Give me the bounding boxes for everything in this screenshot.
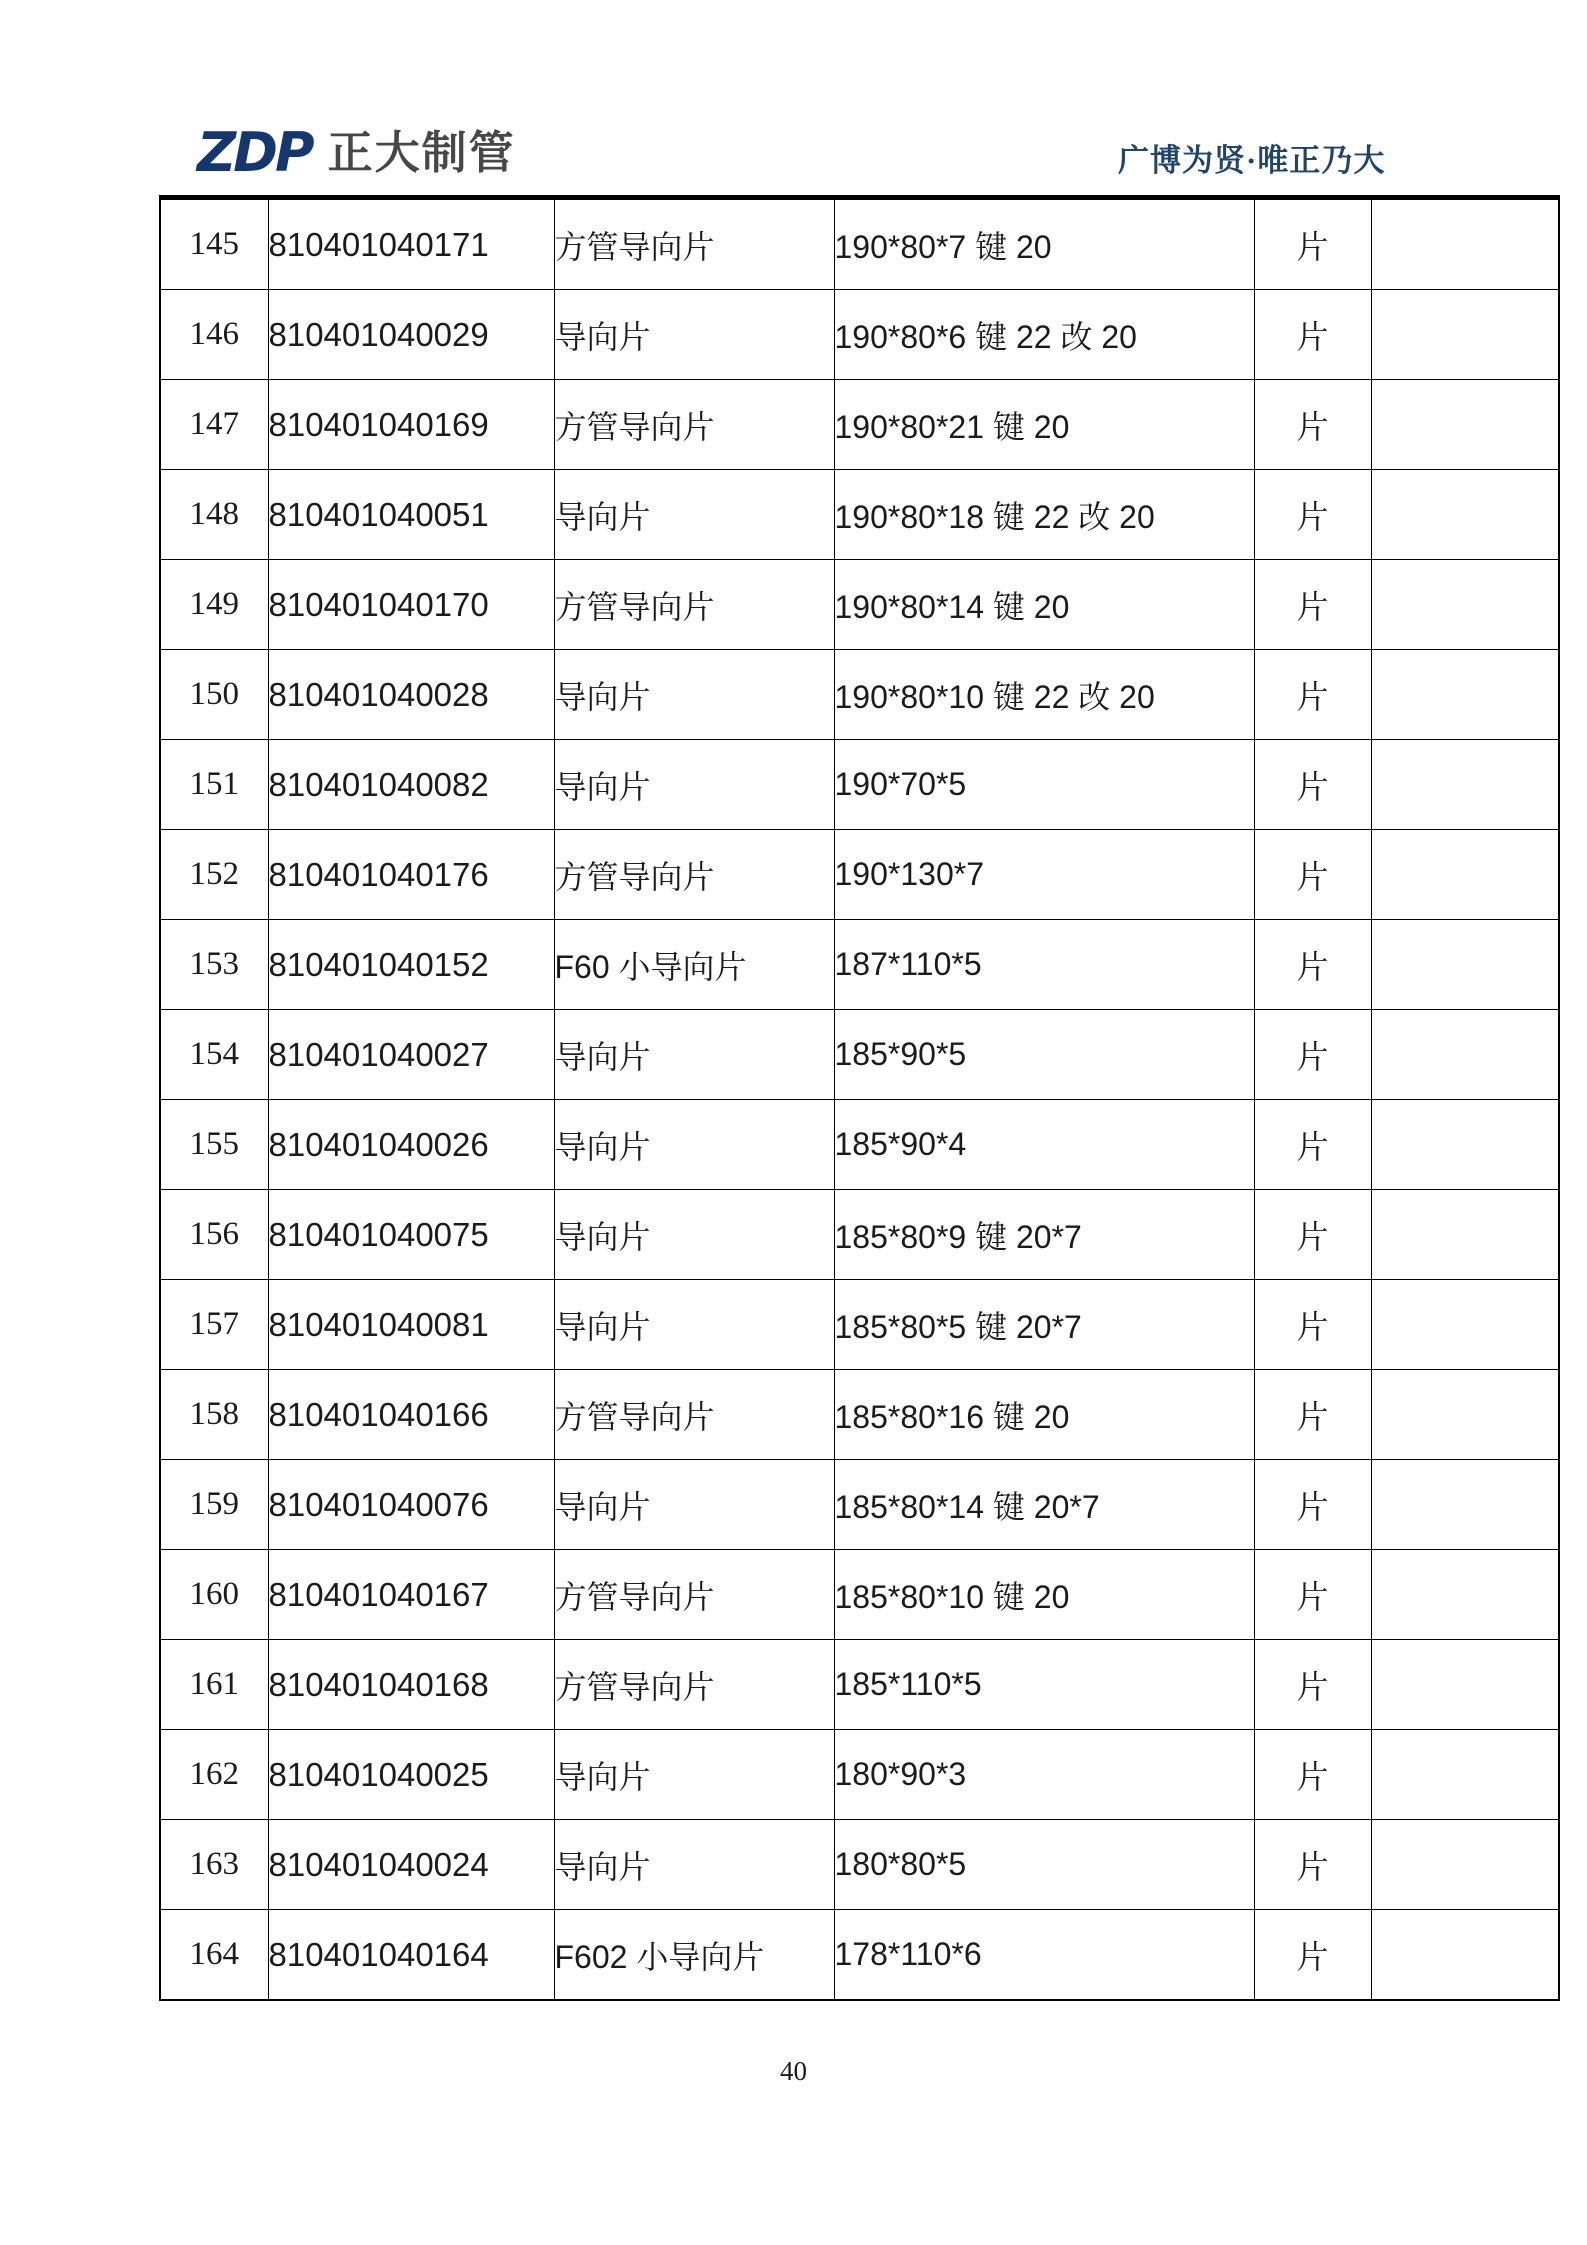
row-number-cell: 145 — [160, 198, 268, 290]
note-cell — [1371, 198, 1559, 290]
row-number-cell: 148 — [160, 470, 268, 560]
note-cell — [1371, 1010, 1559, 1100]
zdp-logo-mark: ZDP — [197, 121, 312, 184]
table-row — [160, 920, 1559, 1010]
specification-cell: 190*80*14 键 20 — [834, 560, 1254, 650]
note-cell — [1371, 1460, 1559, 1550]
table-row — [160, 1010, 1559, 1100]
unit-cell: 片 — [1254, 1190, 1371, 1280]
note-cell — [1371, 1370, 1559, 1460]
table-row — [160, 1730, 1559, 1820]
table-row — [160, 1820, 1559, 1910]
table-row — [160, 1190, 1559, 1280]
part-name-cell: 导向片 — [554, 740, 834, 830]
table-row — [160, 1640, 1559, 1730]
part-name-cell: 方管导向片 — [554, 198, 834, 290]
unit-cell: 片 — [1254, 470, 1371, 560]
table-row — [160, 380, 1559, 470]
specification-cell: 180*80*5 — [834, 1820, 1254, 1910]
unit-cell: 片 — [1254, 1910, 1371, 2001]
row-number-cell: 150 — [160, 650, 268, 740]
specification-cell: 190*80*21 键 20 — [834, 380, 1254, 470]
specification-cell: 187*110*5 — [834, 920, 1254, 1010]
unit-cell: 片 — [1254, 740, 1371, 830]
row-number-cell: 158 — [160, 1370, 268, 1460]
table-row — [160, 1910, 1559, 2001]
material-code-cell: 810401040051 — [268, 470, 554, 560]
row-number-cell: 164 — [160, 1910, 268, 2001]
note-cell — [1371, 470, 1559, 560]
part-name-cell: 导向片 — [554, 1010, 834, 1100]
unit-cell: 片 — [1254, 198, 1371, 290]
parts-table — [159, 195, 1560, 2001]
row-number-cell: 153 — [160, 920, 268, 1010]
note-cell — [1371, 1100, 1559, 1190]
part-name-cell: 导向片 — [554, 1820, 834, 1910]
part-name-cell: 方管导向片 — [554, 560, 834, 650]
specification-cell: 178*110*6 — [834, 1910, 1254, 2001]
part-name-cell: 导向片 — [554, 290, 834, 380]
specification-cell: 185*80*16 键 20 — [834, 1370, 1254, 1460]
part-name-cell: 导向片 — [554, 1460, 834, 1550]
row-number-cell: 157 — [160, 1280, 268, 1370]
unit-cell: 片 — [1254, 1370, 1371, 1460]
material-code-cell: 810401040169 — [268, 380, 554, 470]
note-cell — [1371, 1280, 1559, 1370]
material-code-cell: 810401040166 — [268, 1370, 554, 1460]
unit-cell: 片 — [1254, 1550, 1371, 1640]
row-number-cell: 156 — [160, 1190, 268, 1280]
table-row — [160, 1100, 1559, 1190]
specification-cell: 190*80*7 键 20 — [834, 198, 1254, 290]
note-cell — [1371, 830, 1559, 920]
material-code-cell: 810401040024 — [268, 1820, 554, 1910]
note-cell — [1371, 1640, 1559, 1730]
part-name-cell: 方管导向片 — [554, 380, 834, 470]
note-cell — [1371, 920, 1559, 1010]
material-code-cell: 810401040170 — [268, 560, 554, 650]
note-cell — [1371, 1730, 1559, 1820]
unit-cell: 片 — [1254, 290, 1371, 380]
material-code-cell: 810401040082 — [268, 740, 554, 830]
note-cell — [1371, 1910, 1559, 2001]
material-code-cell: 810401040171 — [268, 198, 554, 290]
specification-cell: 185*90*5 — [834, 1010, 1254, 1100]
row-number-cell: 155 — [160, 1100, 268, 1190]
material-code-cell: 810401040029 — [268, 290, 554, 380]
table-row — [160, 470, 1559, 560]
specification-cell: 190*80*10 键 22 改 20 — [834, 650, 1254, 740]
table-row — [160, 1460, 1559, 1550]
row-number-cell: 147 — [160, 380, 268, 470]
part-name-cell: 方管导向片 — [554, 1550, 834, 1640]
part-name-cell: F602 小导向片 — [554, 1910, 834, 2001]
table-row — [160, 290, 1559, 380]
row-number-cell: 154 — [160, 1010, 268, 1100]
part-name-cell: 导向片 — [554, 470, 834, 560]
material-code-cell: 810401040167 — [268, 1550, 554, 1640]
specification-cell: 185*110*5 — [834, 1640, 1254, 1730]
material-code-cell: 810401040028 — [268, 650, 554, 740]
row-number-cell: 159 — [160, 1460, 268, 1550]
unit-cell: 片 — [1254, 1280, 1371, 1370]
specification-cell: 185*80*10 键 20 — [834, 1550, 1254, 1640]
unit-cell: 片 — [1254, 1100, 1371, 1190]
row-number-cell: 163 — [160, 1820, 268, 1910]
unit-cell: 片 — [1254, 1820, 1371, 1910]
table-row — [160, 1280, 1559, 1370]
row-number-cell: 152 — [160, 830, 268, 920]
note-cell — [1371, 380, 1559, 470]
unit-cell: 片 — [1254, 1460, 1371, 1550]
material-code-cell: 810401040164 — [268, 1910, 554, 2001]
company-name: 正大制管 — [327, 127, 516, 178]
material-code-cell: 810401040026 — [268, 1100, 554, 1190]
note-cell — [1371, 290, 1559, 380]
specification-cell: 185*80*9 键 20*7 — [834, 1190, 1254, 1280]
row-number-cell: 151 — [160, 740, 268, 830]
part-name-cell: 导向片 — [554, 1190, 834, 1280]
material-code-cell: 810401040025 — [268, 1730, 554, 1820]
specification-cell: 185*90*4 — [834, 1100, 1254, 1190]
note-cell — [1371, 740, 1559, 830]
note-cell — [1371, 560, 1559, 650]
part-name-cell: 导向片 — [554, 650, 834, 740]
unit-cell: 片 — [1254, 920, 1371, 1010]
part-name-cell: 方管导向片 — [554, 830, 834, 920]
row-number-cell: 149 — [160, 560, 268, 650]
material-code-cell: 810401040176 — [268, 830, 554, 920]
table-row — [160, 560, 1559, 650]
specification-cell: 190*70*5 — [834, 740, 1254, 830]
part-name-cell: 导向片 — [554, 1280, 834, 1370]
specification-cell: 190*130*7 — [834, 830, 1254, 920]
parts-table-body — [160, 198, 1559, 2001]
unit-cell: 片 — [1254, 650, 1371, 740]
material-code-cell: 810401040168 — [268, 1640, 554, 1730]
part-name-cell: 导向片 — [554, 1100, 834, 1190]
material-code-cell: 810401040081 — [268, 1280, 554, 1370]
material-code-cell: 810401040076 — [268, 1460, 554, 1550]
specification-cell: 190*80*6 键 22 改 20 — [834, 290, 1254, 380]
part-name-cell: 方管导向片 — [554, 1370, 834, 1460]
table-row — [160, 1370, 1559, 1460]
specification-cell: 180*90*3 — [834, 1730, 1254, 1820]
unit-cell: 片 — [1254, 380, 1371, 470]
specification-cell: 190*80*18 键 22 改 20 — [834, 470, 1254, 560]
unit-cell: 片 — [1254, 560, 1371, 650]
unit-cell: 片 — [1254, 1730, 1371, 1820]
part-name-cell: 方管导向片 — [554, 1640, 834, 1730]
specification-cell: 185*80*14 键 20*7 — [834, 1460, 1254, 1550]
unit-cell: 片 — [1254, 830, 1371, 920]
unit-cell: 片 — [1254, 1010, 1371, 1100]
material-code-cell: 810401040152 — [268, 920, 554, 1010]
table-row — [160, 198, 1559, 290]
row-number-cell: 160 — [160, 1550, 268, 1640]
material-code-cell: 810401040075 — [268, 1190, 554, 1280]
header-slogan: 广博为贤·唯正乃大 — [1118, 143, 1386, 178]
table-row — [160, 650, 1559, 740]
part-name-cell: 导向片 — [554, 1730, 834, 1820]
table-row — [160, 1550, 1559, 1640]
table-row — [160, 740, 1559, 830]
note-cell — [1371, 1820, 1559, 1910]
note-cell — [1371, 1550, 1559, 1640]
row-number-cell: 161 — [160, 1640, 268, 1730]
part-name-cell: F60 小导向片 — [554, 920, 834, 1010]
note-cell — [1371, 650, 1559, 740]
note-cell — [1371, 1190, 1559, 1280]
unit-cell: 片 — [1254, 1640, 1371, 1730]
company-logo — [197, 121, 516, 184]
specification-cell: 185*80*5 键 20*7 — [834, 1280, 1254, 1370]
page-number: 40 — [780, 2056, 807, 2086]
material-code-cell: 810401040027 — [268, 1010, 554, 1100]
row-number-cell: 146 — [160, 290, 268, 380]
row-number-cell: 162 — [160, 1730, 268, 1820]
table-row — [160, 830, 1559, 920]
